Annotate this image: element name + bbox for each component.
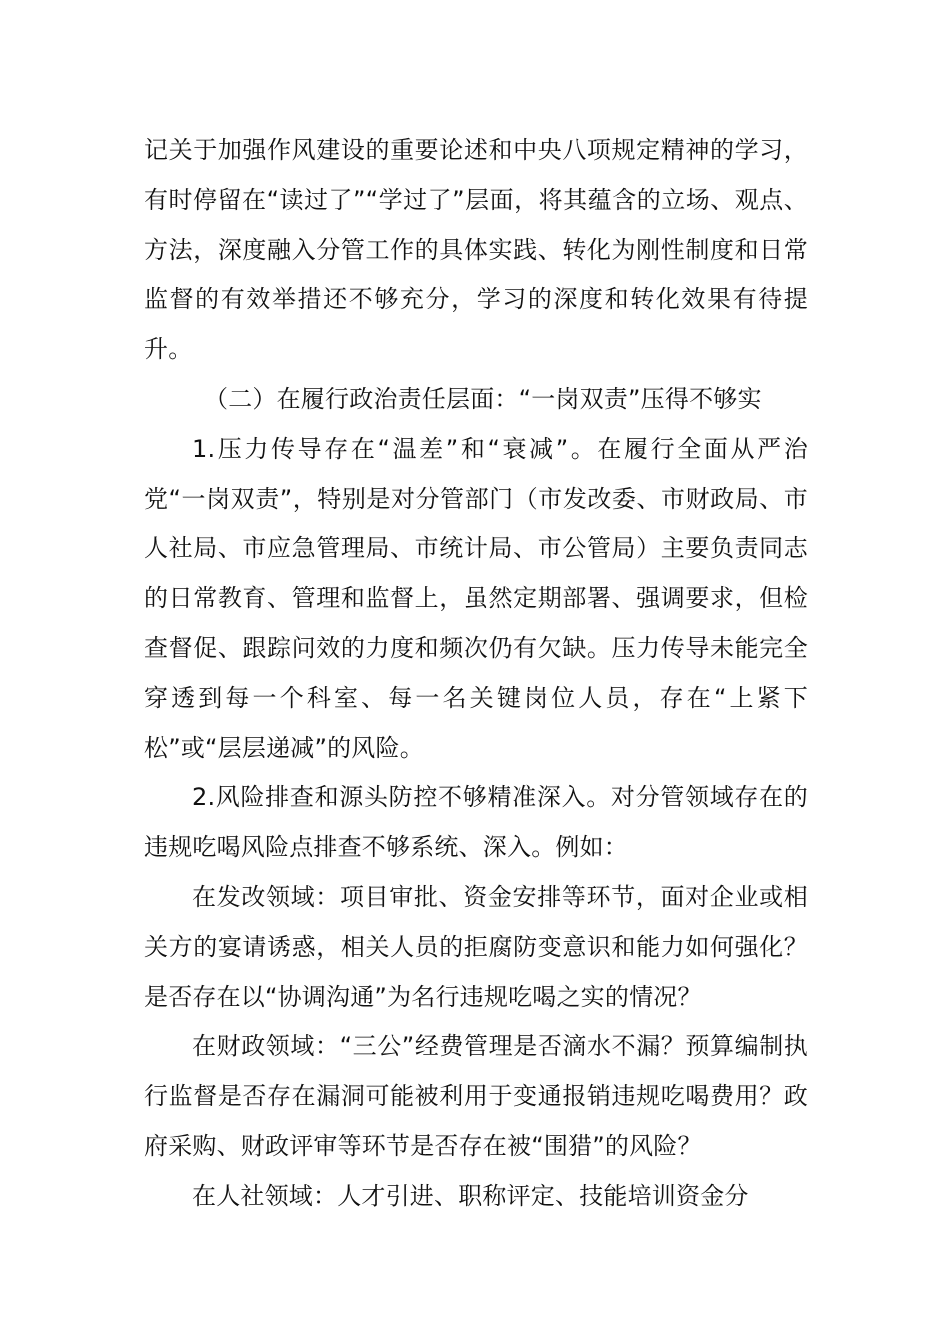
paragraph-renshe: 在人社领域：人才引进、职称评定、技能培训资金分 — [192, 1181, 749, 1210]
paragraph-item-2: 2.风险排查和源头防控不够精准深入。对分管领域存在的违规吃喝风险点排查不够系统、深入。例如： — [144, 783, 808, 862]
section-heading-2: （二）在履行政治责任层面：“一岗双责”压得不够实 — [204, 384, 762, 413]
document-body — [144, 126, 808, 1222]
paragraph-caizheng: 在财政领域：“三公”经费管理是否滴水不漏？预算编制执行监督是否存在漏洞可能被利用于变通报销违规吃喝费用？政府采购、财政评审等环节是否存在被“围猎”的风险？ — [144, 1032, 808, 1160]
paragraph-fagai: 在发改领域：项目审批、资金安排等环节，面对企业或相关方的宴请诱惑，相关人员的拒腐防变意识和能力如何强化？是否存在以“协调沟通”为名行违规吃喝之实的情况？ — [144, 882, 808, 1011]
paragraph-continuation: 记关于加强作风建设的重要论述和中央八项规定精神的学习，有时停留在“读过了”“学过了”层面，将其蕴含的立场、观点、方法，深度融入分管工作的具体实践、转化为刚性制度和日常监督的有效举措还不够充分，学习的深度和转化效果有待提升。 — [144, 136, 808, 364]
paragraph-item-1: 1.压力传导存在“温差”和“衰减”。在履行全面从严治党“一岗双责”，特别是对分管部门（市发改委、市财政局、市人社局、市应急管理局、市统计局、市公管局）主要负责同志的日常教育、管理和监督上，虽然定期部署、强调要求，但检查督促、跟踪问效的力度和频次仍有欠缺。压力传导未能完全穿透到每一个科室、每一名关键岗位人员，存在“上紧下松”或“层层递减”的风险。 — [144, 434, 808, 762]
